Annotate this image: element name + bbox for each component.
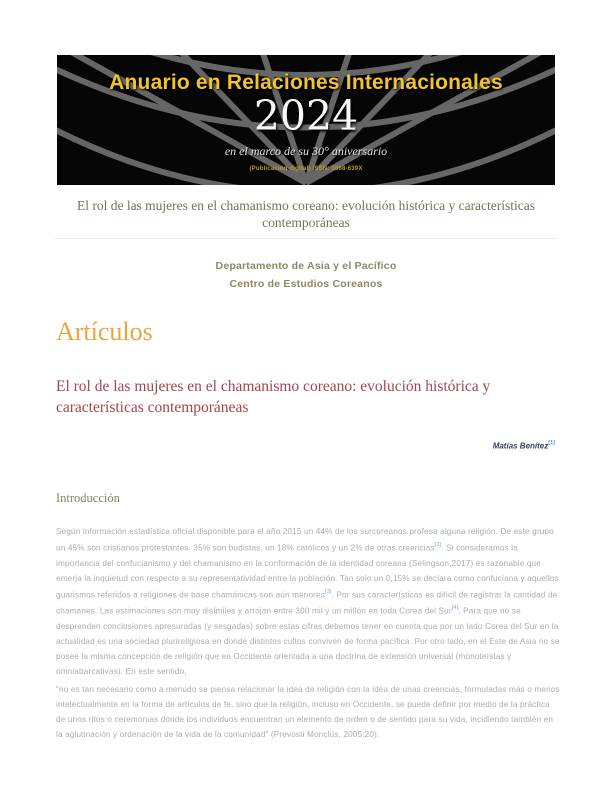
author-name: Matías Benítez: [492, 441, 549, 451]
journal-year: 2024: [253, 92, 359, 140]
footnote-ref-2[interactable]: [2]: [434, 542, 442, 548]
document-title: El rol de las mujeres en el chamanismo coreano: evolución histórica y características contemporáneas: [76, 198, 536, 230]
intro-heading: Introducción: [56, 491, 120, 505]
paragraph-segment: . Si consideramos la importancia del confucianismo y del chamanismo en la conformación de la identidad coreana (Selingson,2017) es razonable que emerja la inquietud con respecto a su representatividad entre la población. Tan solo un 0,15% se declara como confuciana y aquellos guarismos referidos a religiones de base chamánicas son aún menores: [56, 543, 559, 600]
quote-paragraph: "no es tan necesario como a menudo se piensa relacionar la idea de religión con la idea de unas creencias, formuladas más o menos intelectualmente en la forma de artículos de fe, sino que la religión, incluso en Occidente, se puede definir por medio de la práctica de unos ritos o ceremonias donde los individuos encuentran un elemento de orden o de sentido para su vida, incidiendo también en la aglutinación y ordenación de la vida de la comunidad" (Prevosti Monclús, 2005:20).: [56, 685, 560, 739]
article-title: El rol de las mujeres en el chamanismo coreano: evolución histórica y características contemporáneas: [56, 378, 491, 416]
section-heading-articulos: Artículos: [56, 317, 153, 346]
footnote-ref-4[interactable]: [4]: [451, 605, 459, 612]
center-line: Centro de Estudios Coreanos: [229, 278, 383, 290]
paragraph-segment: . Por sus características es difícil de registrar la cantidad de chamanes. Las estimaciones son muy disímiles y arrojan entre 300 mil y un millón en toda Corea del Sur: [56, 590, 558, 617]
journal-banner: [57, 55, 555, 185]
footnote-ref-3[interactable]: [3]: [325, 588, 332, 595]
journal-tagline: en el marco de su 30° aniversario: [224, 144, 388, 158]
paragraph-segment: Según información estadística oficial disponible para el año 2015 un 44% de los surcoreanos profesa alguna religión. De este grupo un 45% son cristianos protestantes. 35% son budistas, un 18% católicos y un 2% de otras creencias: [56, 527, 554, 553]
journal-issn: (Publicación digital) ISSN: 1668-639X: [249, 166, 363, 172]
journal-title: Anuario en Relaciones Internacionales: [109, 71, 503, 94]
header-divider: [55, 238, 557, 239]
intro-paragraph-1: [56, 524, 561, 679]
footnote-ref-1[interactable]: [1]: [548, 440, 555, 446]
paragraph-segment: . Para que no se desprenden conclusiones apresuradas (y sesgadas) sobre estas cifras debemos tener en cuenta que por un lado Corea del Sur en la actualidad es una sociedad plurireligiosa en donde distintos cultos conviven de forma pacífica. Por otro lado, en el Este de Asia no se posee la misma concepción de religión que en Occidente orientada a una doctrina de extensión universal (monoteístas y omniabarcativas). En este sentido,: [56, 607, 560, 677]
author-byline: [55, 441, 555, 451]
banner-content: [57, 71, 555, 172]
department-line: Departamento de Asia y el Pacífico: [215, 260, 397, 272]
